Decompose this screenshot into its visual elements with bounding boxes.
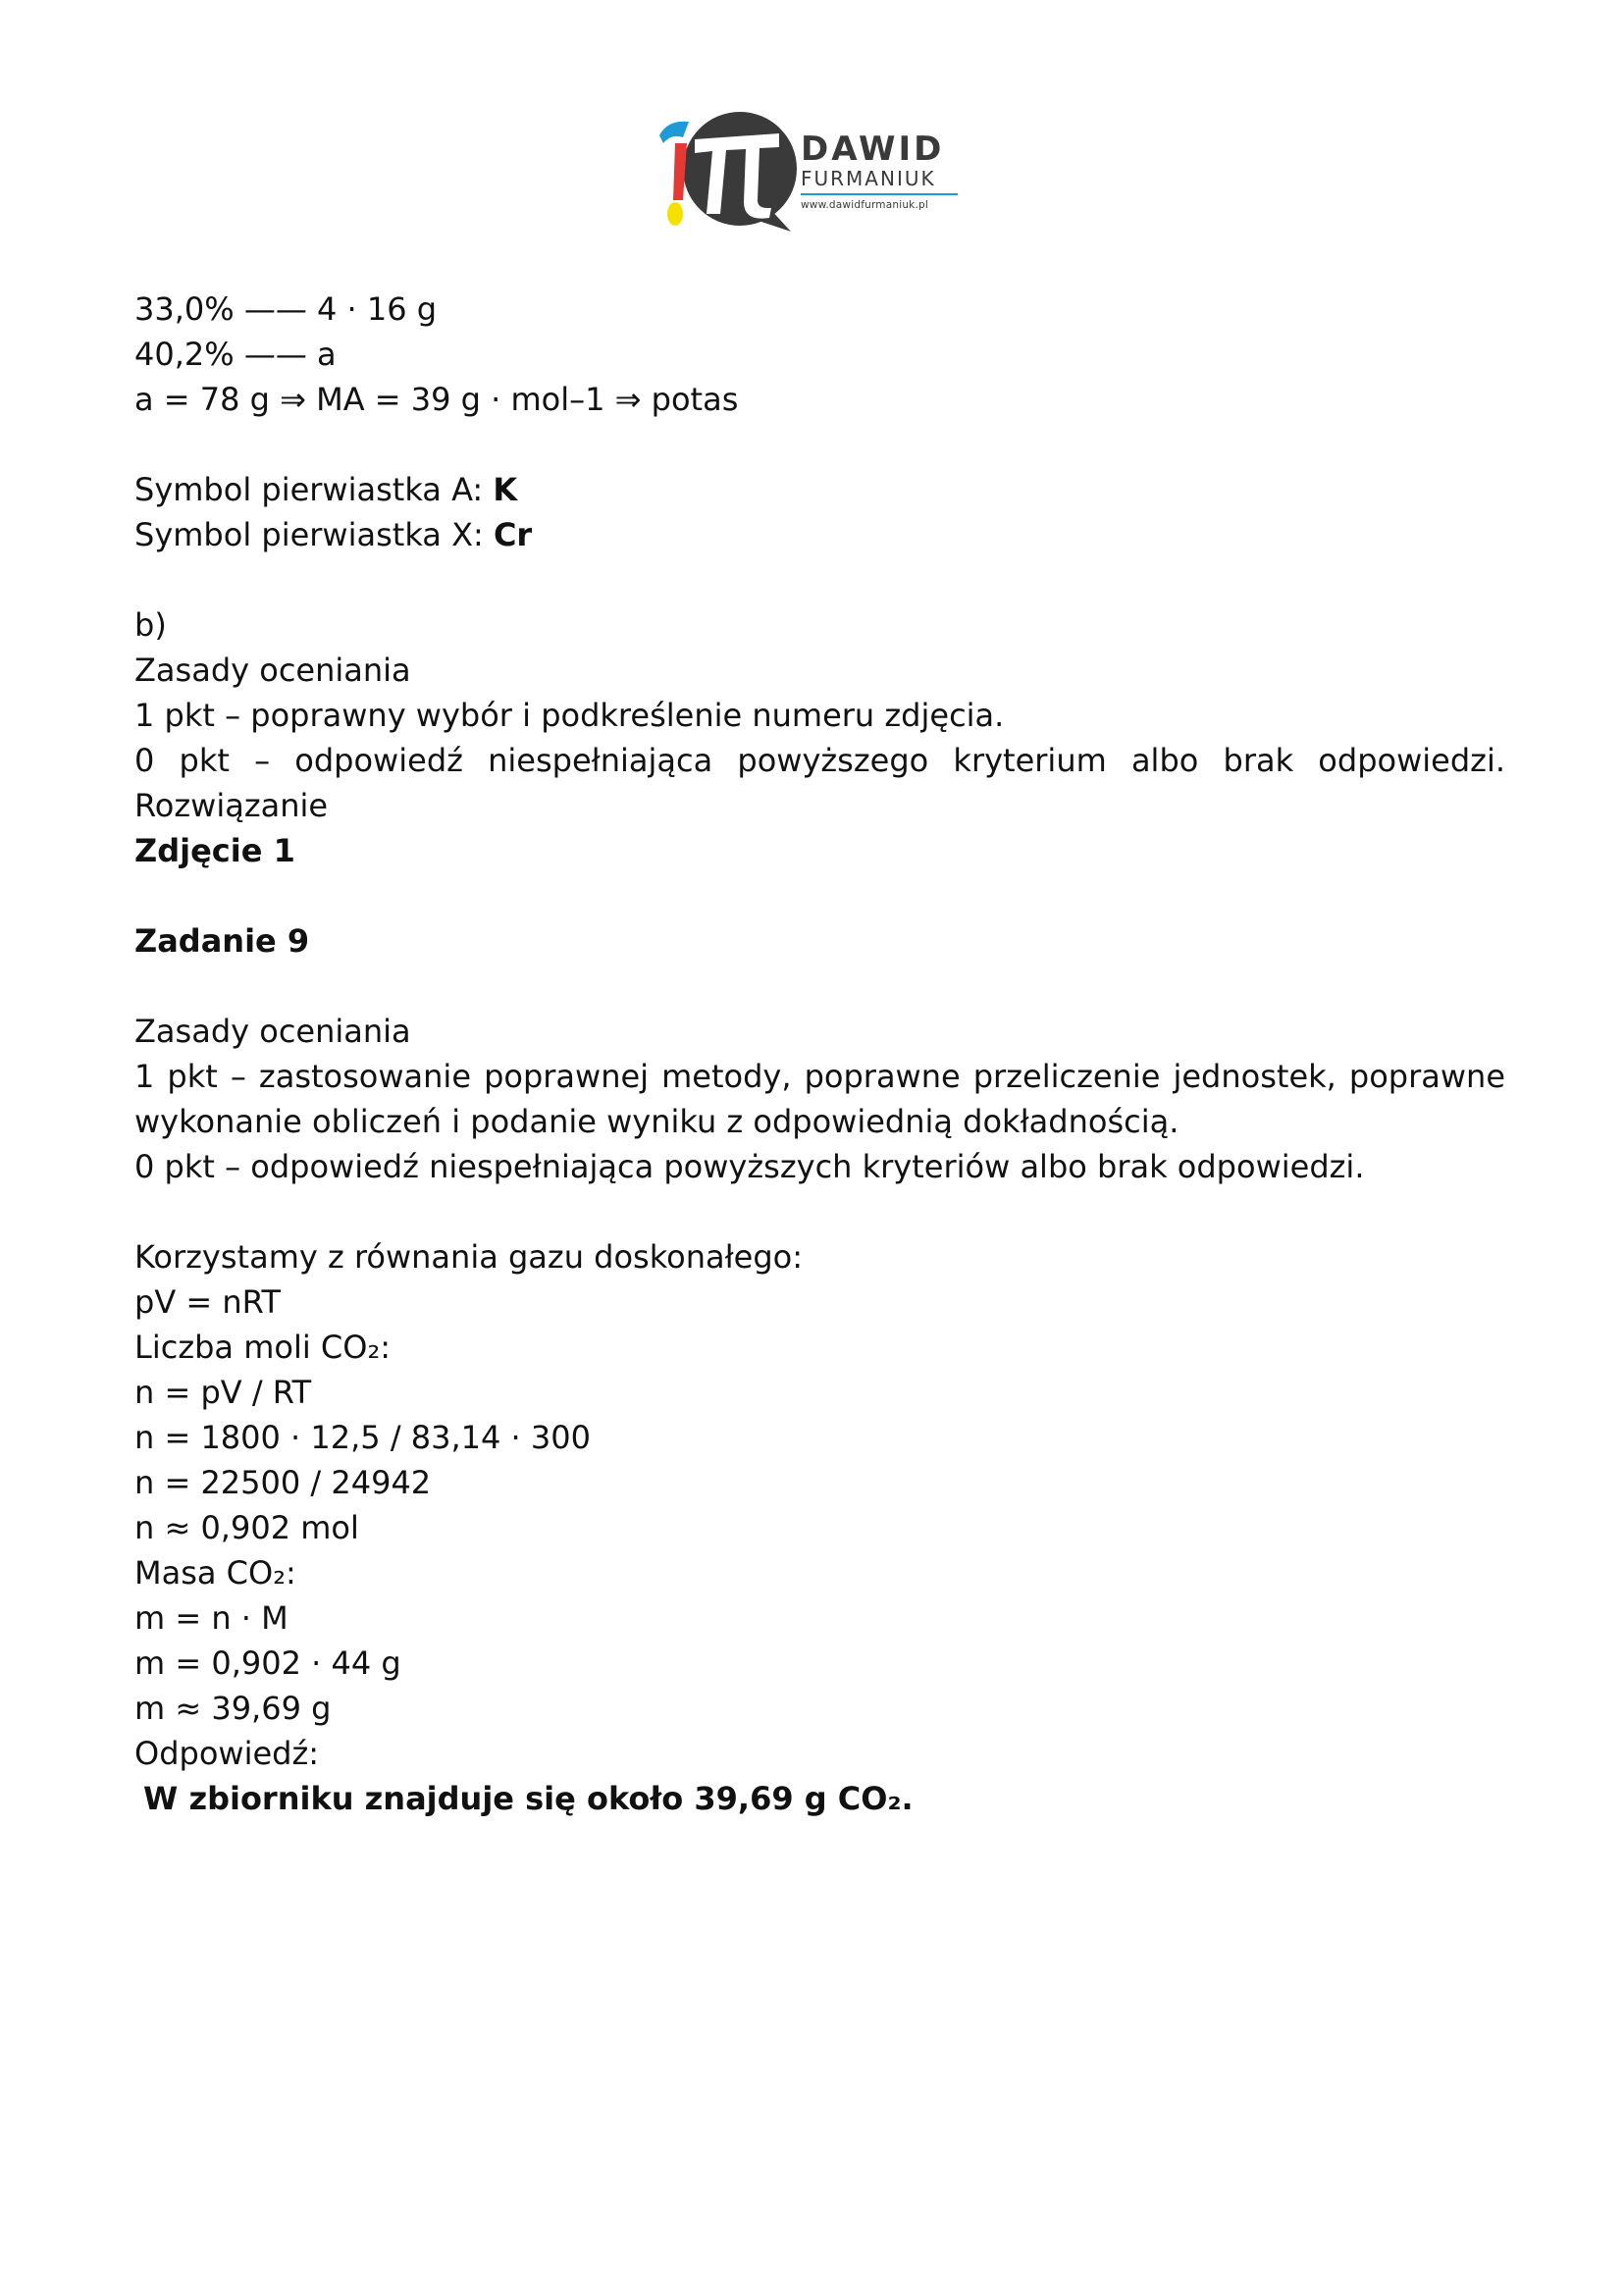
- logo-surname: FURMANIUK: [801, 167, 936, 190]
- step-line: n ≈ 0,902 mol: [134, 1509, 359, 1546]
- document-body: [134, 287, 1505, 1821]
- logo-text: [801, 131, 972, 211]
- spacer: [134, 1189, 1505, 1234]
- spacer: [134, 557, 1505, 602]
- step-line: m = n · M: [134, 1599, 288, 1637]
- symbol-x-value: Cr: [493, 516, 533, 553]
- step-line: n = pV / RT: [134, 1374, 312, 1411]
- step-line: n = 22500 / 24942: [134, 1464, 432, 1501]
- symbol-x-line: [134, 512, 1505, 557]
- spacer: [134, 964, 1505, 1009]
- part-b-rule-0: 0 pkt – odpowiedź niespełniająca powyższego kryterium albo brak odpowiedzi.: [134, 742, 1505, 779]
- calc-line-2: 40,2% —— a: [134, 336, 337, 373]
- step-line: Liczba moli CO₂:: [134, 1329, 392, 1366]
- part-b-solution-title: Rozwiązanie: [134, 787, 329, 824]
- calc-line-3: a = 78 g ⇒ MA = 39 g · mol–1 ⇒ potas: [134, 381, 739, 418]
- task-9-rule-0: 0 pkt – odpowiedź niespełniająca powyższych kryteriów albo brak odpowiedzi.: [134, 1148, 1365, 1185]
- part-b-label: b): [134, 606, 167, 644]
- task-9-rule-1: 1 pkt – zastosowanie poprawnej metody, poprawne przeliczenie jednostek, poprawne wykonanie obliczeń i podanie wyniku z odpowiednią dokładnością.: [134, 1058, 1505, 1140]
- step-line: Masa CO₂:: [134, 1554, 296, 1592]
- step-line: m = 0,902 · 44 g: [134, 1644, 401, 1682]
- step-line: m ≈ 39,69 g: [134, 1690, 332, 1727]
- part-b-answer: Zdjęcie 1: [134, 832, 295, 869]
- spacer: [134, 422, 1505, 467]
- symbol-a-line: [134, 467, 1505, 512]
- task-9-rules-title: Zasady oceniania: [134, 1013, 411, 1050]
- calc-line-1: 33,0% —— 4 · 16 g: [134, 290, 438, 328]
- symbol-a-value: K: [493, 471, 518, 508]
- logo-url: www.dawidfurmaniuk.pl: [801, 199, 928, 211]
- symbol-a-label: Symbol pierwiastka A:: [134, 471, 494, 508]
- logo-name: DAWID: [801, 130, 945, 169]
- symbol-x-label: Symbol pierwiastka X:: [134, 516, 494, 553]
- part-b-rule-1: 1 pkt – poprawny wybór i podkreślenie numeru zdjęcia.: [134, 697, 1005, 734]
- task-9-title: Zadanie 9: [134, 922, 310, 960]
- step-line: Korzystamy z równania gazu doskonałego:: [134, 1238, 804, 1276]
- final-answer: W zbiorniku znajduje się około 39,69 g CO₂.: [143, 1780, 914, 1817]
- pi-logo-icon: [654, 110, 801, 235]
- step-line: pV = nRT: [134, 1283, 282, 1321]
- step-line: Odpowiedź:: [134, 1735, 320, 1772]
- logo-divider: [801, 193, 958, 195]
- logo: [654, 110, 968, 235]
- step-line: n = 1800 · 12,5 / 83,14 · 300: [134, 1419, 591, 1456]
- spacer: [134, 873, 1505, 918]
- part-b-rules-title: Zasady oceniania: [134, 652, 411, 689]
